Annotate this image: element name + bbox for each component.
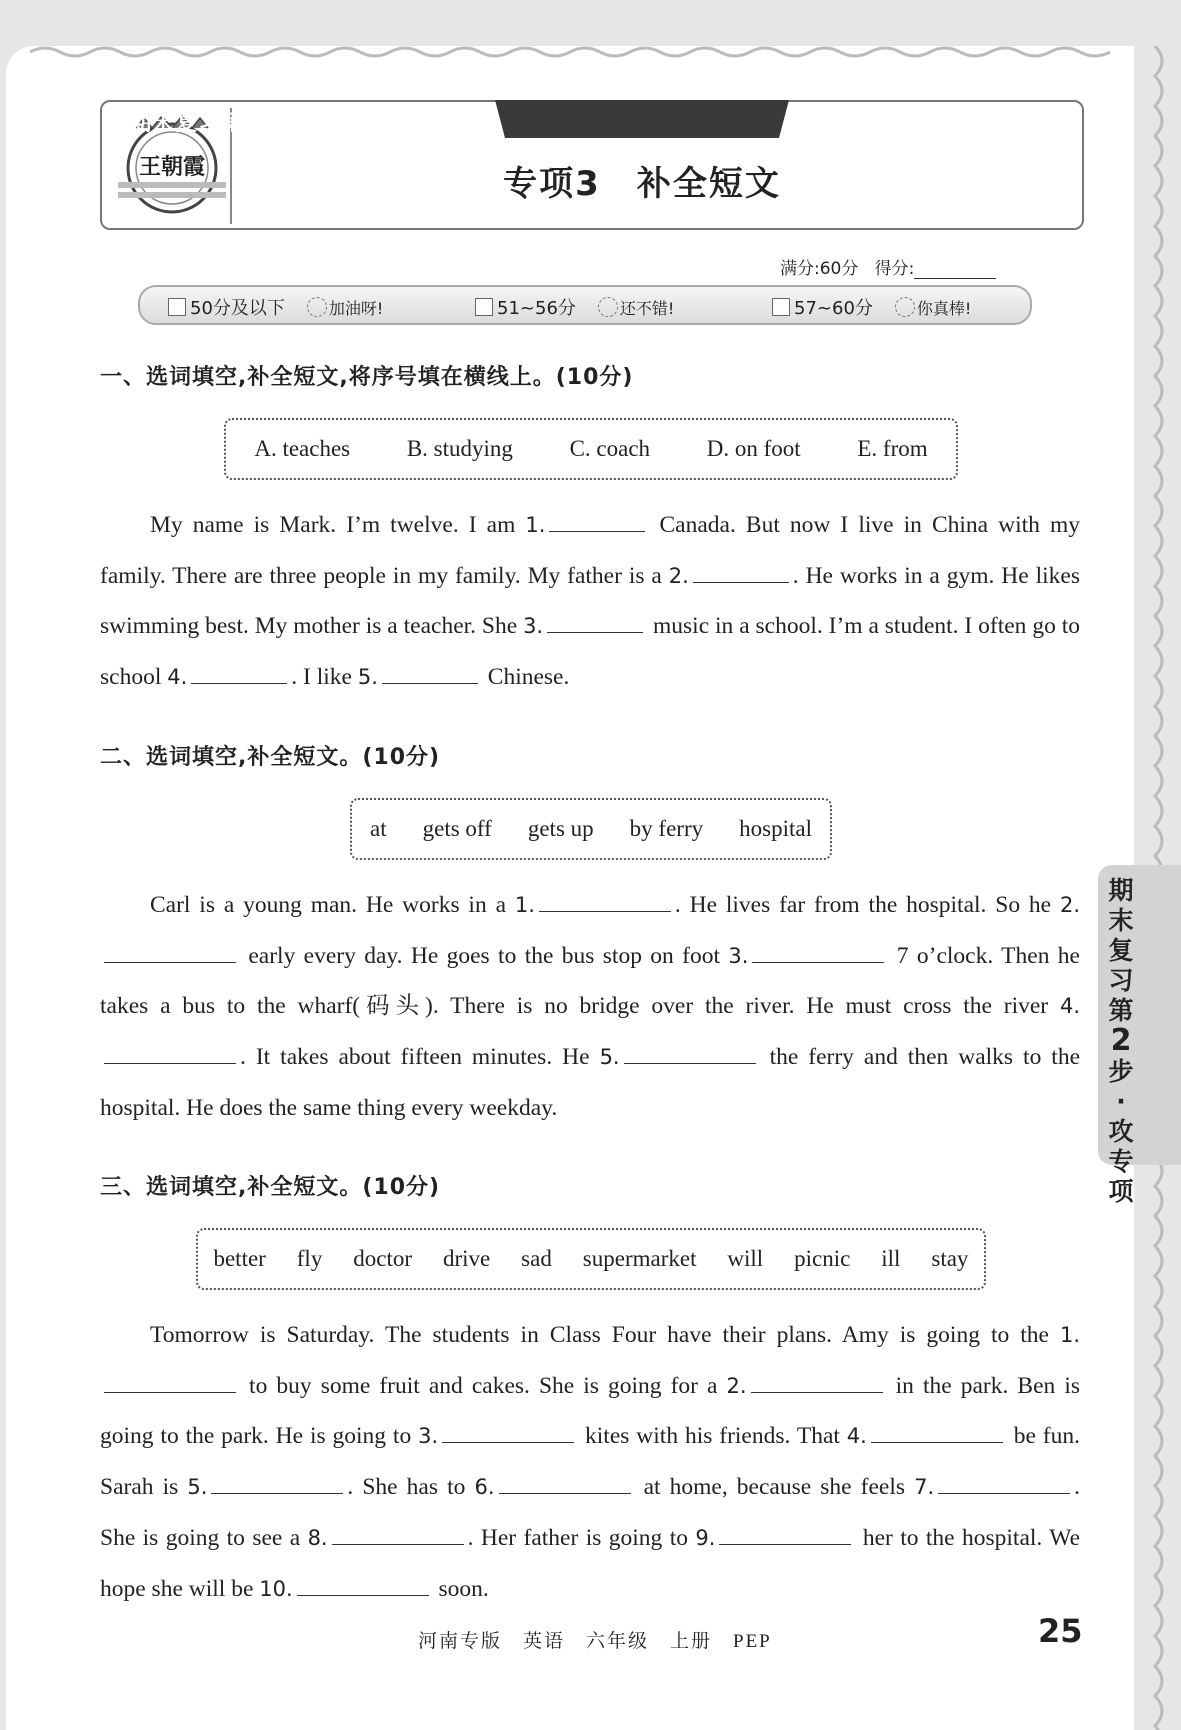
face-icon — [895, 297, 915, 317]
checkbox-icon[interactable] — [168, 298, 186, 316]
score-blank[interactable] — [914, 262, 996, 279]
word-option: D. on foot — [706, 436, 801, 461]
banner-shape — [487, 100, 797, 140]
answer-blank[interactable] — [382, 659, 478, 684]
answer-blank[interactable] — [938, 1469, 1070, 1494]
answer-blank[interactable] — [499, 1469, 631, 1494]
grade-bar — [138, 285, 1032, 325]
answer-blank[interactable] — [751, 1368, 883, 1393]
word-option: stay — [931, 1246, 969, 1271]
word-option: B. studying — [406, 436, 513, 461]
section1-word-box — [224, 418, 958, 480]
word-option: C. coach — [569, 436, 651, 461]
grade-item: 50分及以下 加油呀! — [168, 294, 383, 320]
top-wave-border — [0, 40, 1181, 64]
grade-item: 51~56分 还不错! — [475, 294, 674, 320]
section2-passage: Carl is a young man. He works in a 1. . He lives far from the hospital. So he 2. early every day. He goes to the bus stop on foot 3. 7 o’clock. Then he takes a bus to the wharf(码头). There is no bridge over the river. He must cross the river 4.. It takes about fifteen minutes. He 5. the ferry and then walks to the hospital. He does the same thing every weekday. — [100, 880, 1080, 1134]
word-option: supermarket — [582, 1246, 697, 1271]
word-option: drive — [442, 1246, 491, 1271]
word-option: fly — [296, 1246, 323, 1271]
word-option: sad — [521, 1246, 552, 1271]
answer-blank[interactable] — [104, 1039, 236, 1064]
footer-info: 河南专版 英语 六年级 上册 PEP — [418, 1631, 772, 1652]
answer-blank[interactable] — [624, 1039, 756, 1064]
section3-word-box — [196, 1228, 986, 1290]
answer-blank[interactable] — [547, 608, 643, 633]
word-option: gets up — [527, 816, 594, 841]
section2-word-box — [350, 798, 832, 860]
face-icon — [598, 297, 618, 317]
section2-heading: 二、选词填空,补全短文。(10分) — [100, 745, 441, 770]
grade-item: 57~60分 你真棒! — [772, 294, 971, 320]
score-line — [780, 254, 996, 279]
section3-heading: 三、选词填空,补全短文。(10分) — [100, 1175, 441, 1200]
answer-blank[interactable] — [104, 938, 236, 963]
answer-blank[interactable] — [332, 1520, 464, 1545]
answer-blank[interactable] — [871, 1418, 1003, 1443]
answer-blank[interactable] — [104, 1368, 236, 1393]
page-number: 25 — [1038, 1612, 1083, 1650]
step-banner: 期末复习第2步 · 攻专项 — [129, 103, 385, 138]
page-title: 专项3 补全短文 — [503, 164, 781, 204]
page-header — [100, 100, 1084, 230]
answer-blank[interactable] — [719, 1520, 851, 1545]
answer-blank[interactable] — [693, 558, 789, 583]
word-option: E. from — [857, 436, 928, 461]
word-option: doctor — [353, 1246, 413, 1271]
section1-passage: My name is Mark. I’m twelve. I am 1. Canada. But now I live in China with my family. There are three people in my family. My father is a 2. . He works in a gym. He likes swimming best. My mother is a teacher. She 3. music in a school. I’m a student. I often go to school 4. . I like 5. Chinese. — [100, 500, 1080, 703]
face-icon — [307, 297, 327, 317]
word-option: A. teaches — [254, 436, 351, 461]
word-option: better — [213, 1246, 266, 1271]
word-option: ill — [881, 1246, 901, 1271]
svg-text:王朝霞: 王朝霞 — [138, 154, 206, 180]
word-option: will — [727, 1246, 764, 1271]
word-option: at — [370, 816, 387, 841]
side-tab-label: 期末复习第2步·攻专项 — [1108, 876, 1134, 1206]
answer-blank[interactable] — [191, 659, 287, 684]
answer-blank[interactable] — [442, 1418, 574, 1443]
checkbox-icon[interactable] — [772, 298, 790, 316]
word-option: picnic — [794, 1246, 851, 1271]
section3-passage: Tomorrow is Saturday. The students in Class Four have their plans. Amy is going to the 1. to buy some fruit and cakes. She is going for a 2. in the park. Ben is going to the park. He is going to 3. kites with his friends. That 4. be fun. Sarah is 5. . She has to 6. at home, because she feels 7. . She is going to see a 8. . Her father is going to 9. her to the hospital. We hope she will be 10. soon. — [100, 1322, 1080, 1602]
answer-blank[interactable] — [752, 938, 884, 963]
section1-heading: 一、选词填空,补全短文,将序号填在横线上。(10分) — [100, 365, 634, 390]
answer-blank[interactable] — [549, 507, 645, 532]
checkbox-icon[interactable] — [475, 298, 493, 316]
full-score: 满分:60分 — [780, 259, 859, 279]
answer-blank[interactable] — [297, 1571, 429, 1596]
word-option: by ferry — [629, 816, 704, 841]
answer-blank[interactable] — [539, 887, 671, 912]
word-option: gets off — [422, 816, 492, 841]
word-option: hospital — [739, 816, 812, 841]
answer-blank[interactable] — [211, 1469, 343, 1494]
got-score-label: 得分: — [874, 259, 915, 279]
